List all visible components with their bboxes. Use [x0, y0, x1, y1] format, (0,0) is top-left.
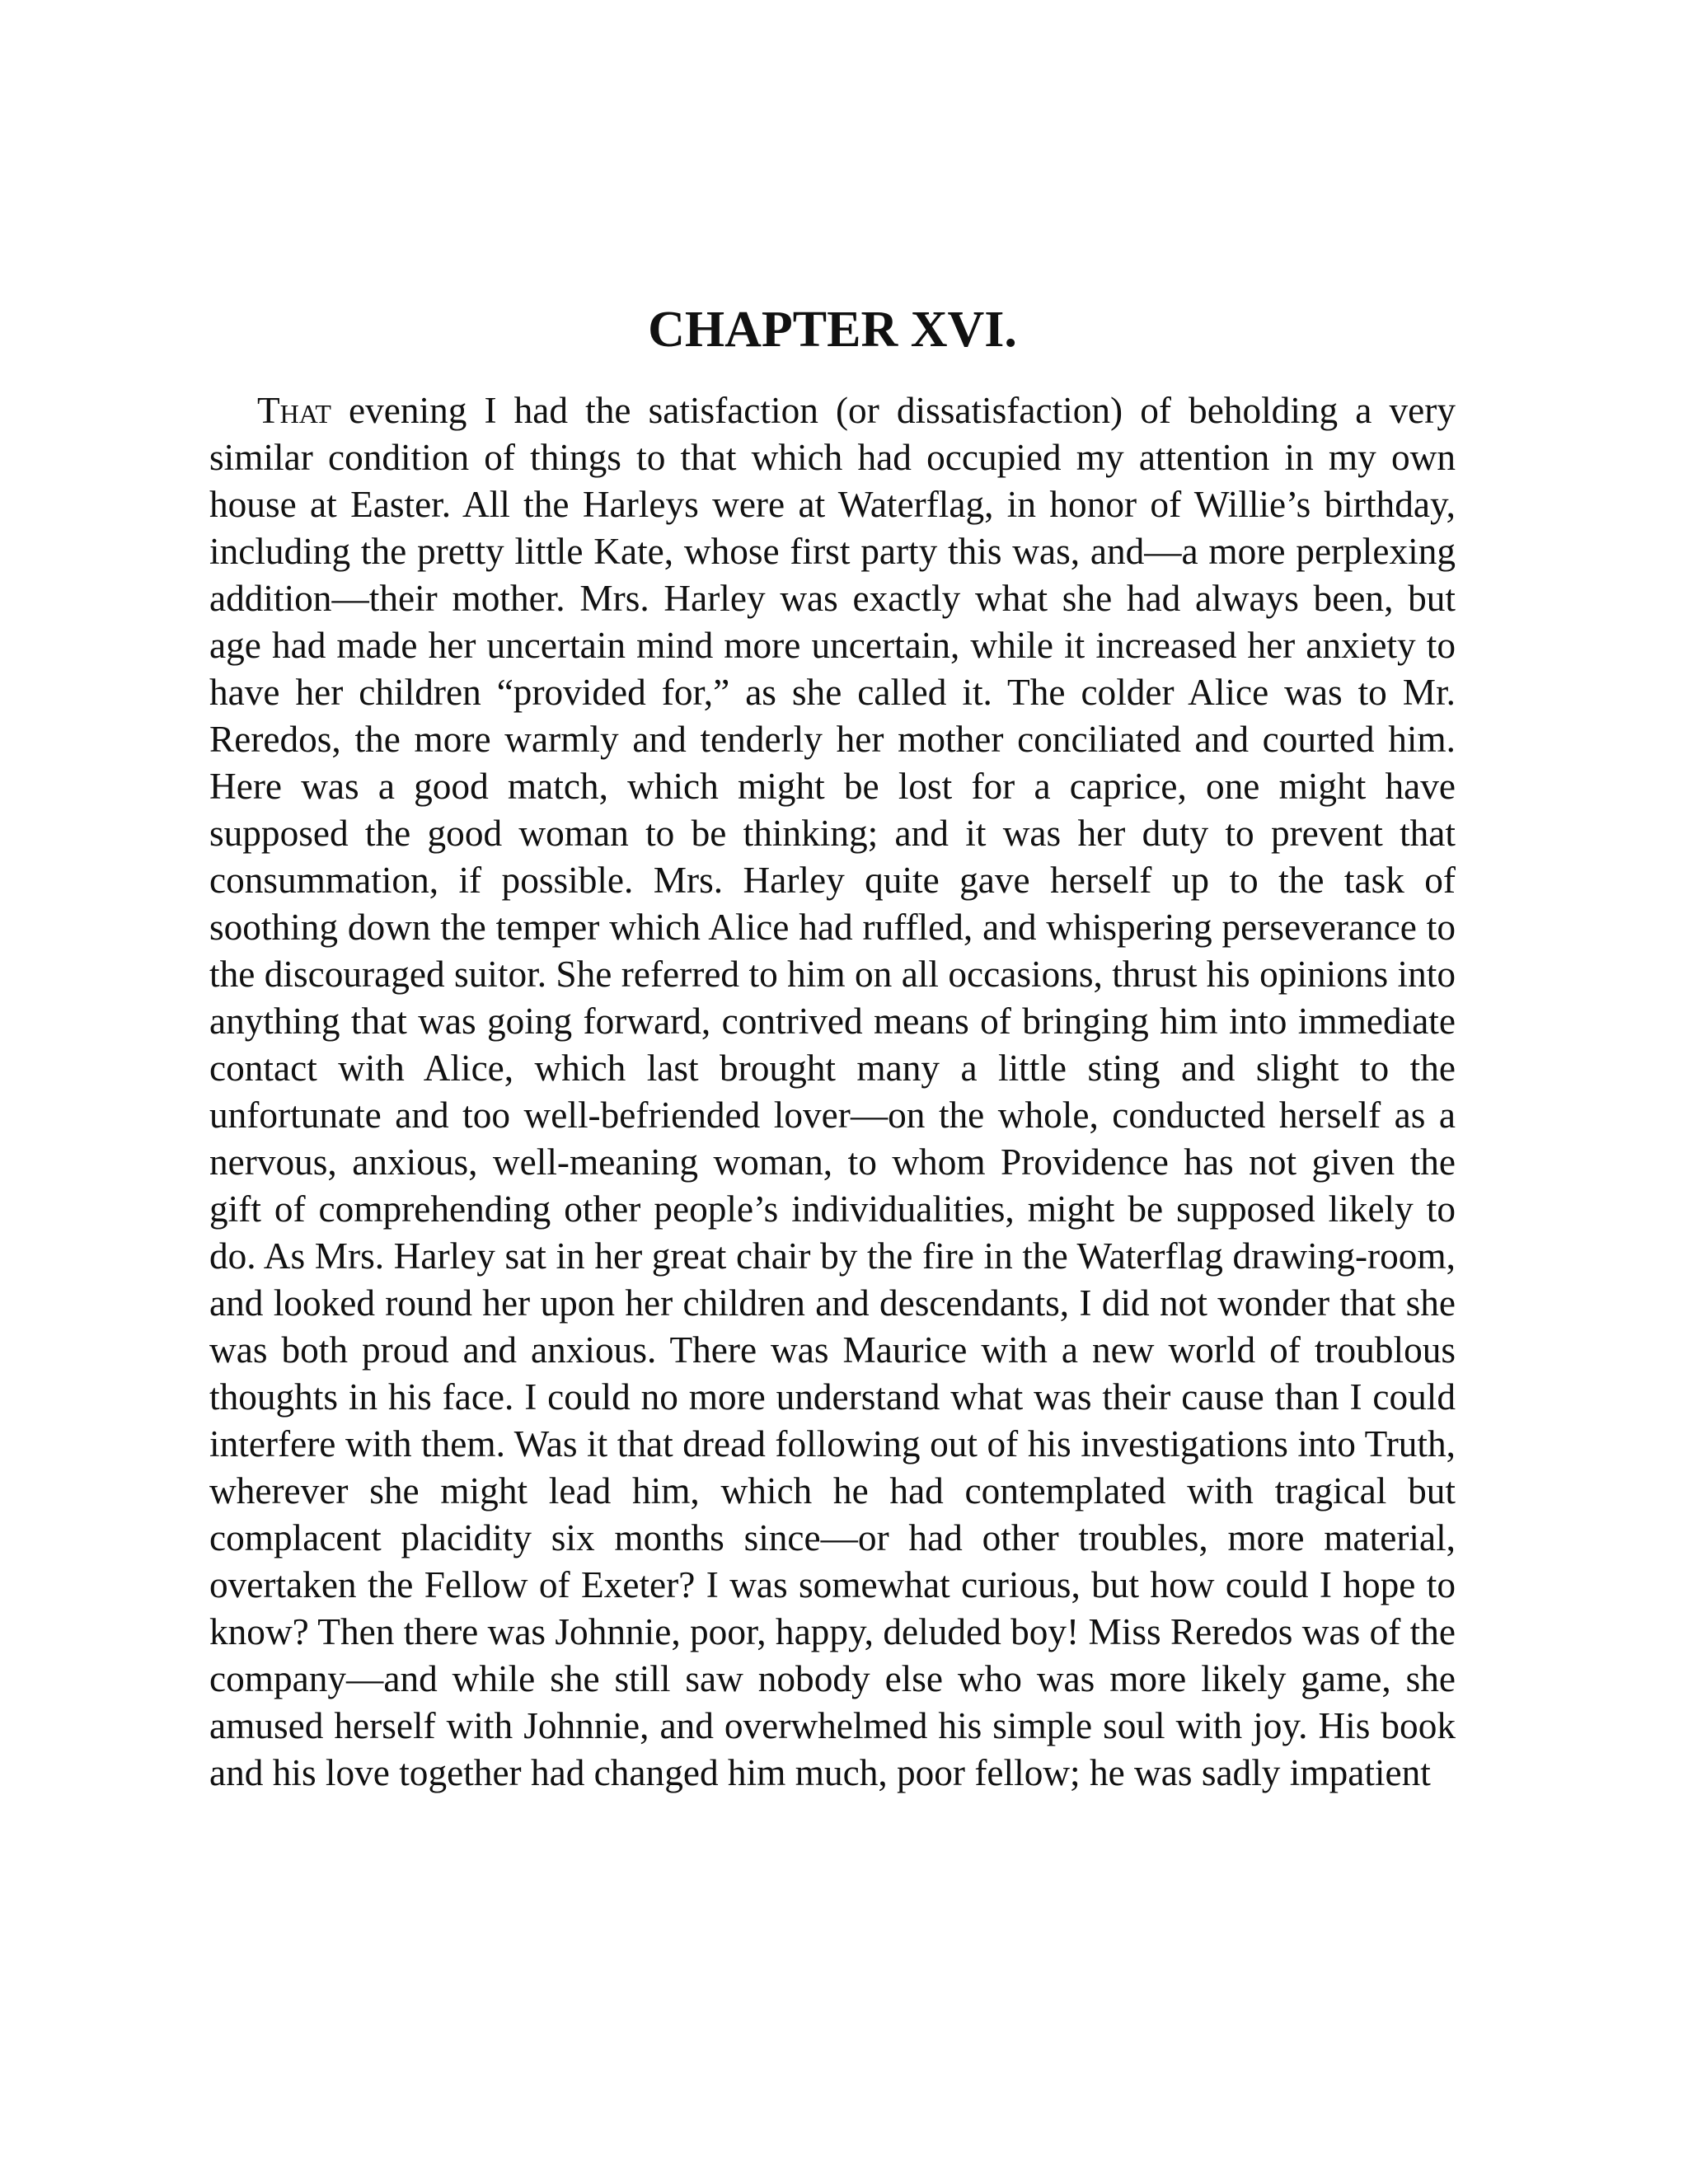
opening-word: That — [257, 390, 331, 431]
book-page — [209, 297, 1456, 1797]
chapter-title: CHAPTER XVI. — [648, 302, 1017, 358]
paragraph-text: evening I had the satisfaction (or dissatisfaction) of beholding a very similar condition of things to that which had occupied my attention in my own house at Easter. All the Harleys were at Waterflag, in honor of Willie’s birthday, including the pretty little Kate, whose first party this was, and—a more perplexing addition—their mother. Mrs. Harley was exactly what she had always been, but age had made her uncertain mind more uncertain, while it increased her anxiety to have her children “provided for,” as she called it. The colder Alice was to Mr. Reredos, the more warmly and tenderly her mother conciliated and courted him. Here was a good match, which might be lost for a caprice, one might have supposed the good woman to be thinking; and it was her duty to prevent that consummation, if possible. Mrs. Harley quite gave herself up to the task of soothing down the temper which Alice had ruffled, and whispering perseverance to the discouraged suitor. She referred to him on all occasions, thrust his opinions into anything that was going forward, contrived means of bringing him into immediate contact with Alice, which last brought many a little sting and slight to the unfortunate and too well-befriended lover—on the whole, conducted herself as a nervous, anxious, well-meaning woman, to whom Providence has not given the gift of comprehending other people’s individualities, might be supposed likely to do. As Mrs. Harley sat in her great chair by the fire in the Waterflag drawing-room, and looked round her upon her children and descendants, I did not wonder that she was both proud and anxious. There was Maurice with a new world of troublous thoughts in his face. I could no more understand what was their cause than I could interfere with them. Was it that dread following out of his investigations into Truth, wherever she might lead him, which he had contemplated with tragical but complacent placidity six months since—or had other troubles, more material, overtaken the Fellow of Exeter? I was somewhat curious, but how could I hope to know? Then there was Johnnie, poor, happy, deluded boy! Miss Reredos was of the company—and while she still saw nobody else who was more likely game, she amused herself with Johnnie, and overwhelmed his simple soul with joy. His book and his love together had changed him much, poor fellow; he was sadly impatient — [209, 390, 1456, 1793]
body-paragraph — [209, 387, 1456, 1797]
